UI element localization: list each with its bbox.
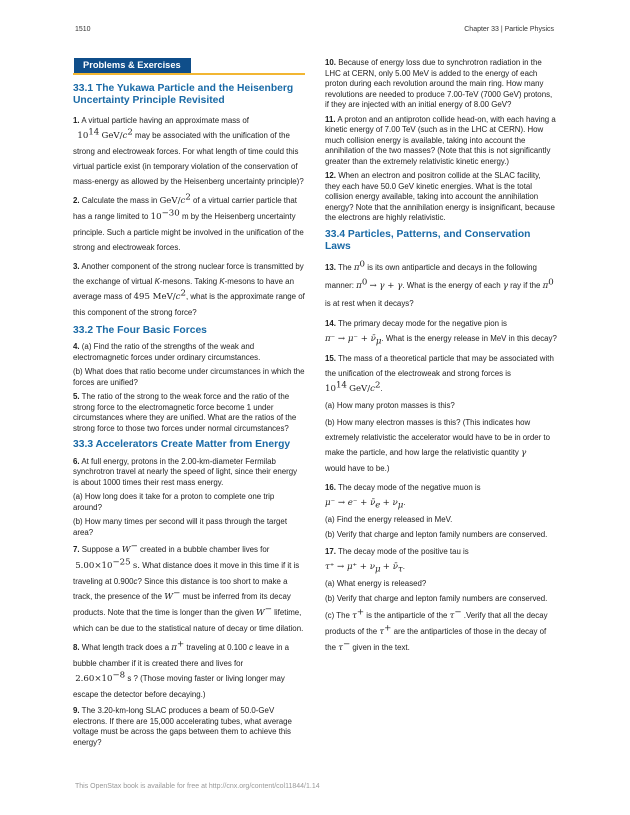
section-title-33-2: 33.2 The Four Basic Forces	[73, 324, 207, 336]
section-title-33-1: 33.1 The Yukawa Particle and the Heisenberg Uncertainty Principle Revisited	[73, 82, 294, 106]
problem-13: 13. The $\pi^0$ is its own antiparticle and decays in the following manner: $\pi^0 \to \gamma + \gamma$. What is the energy of each γ ray if the $\pi^0$ is at rest when it decays?	[325, 258, 554, 308]
problem-17: 17. The decay mode of the positive tau is $\tau^+ \to \mu^+ + \nu_\mu$ + $\nū_\tau$.	[325, 547, 469, 575]
section-banner	[73, 58, 305, 75]
problem-15: 15. The mass of a theoretical particle that may be associated with the unification of the electroweak and strong forces is $10^{14}$ GeV/$c^2$.	[325, 353, 554, 394]
problem-2: 2. Calculate the mass in GeV/$c^2$ of a virtual carrier particle that has a range limited to $10^{-30}$ m by the Heisenberg uncertainty principle. Such a particle might be involved in the unification of the strong and electroweak forces.	[73, 191, 304, 252]
problem-7: 7. Suppose a W− created in a bubble chamber lives for $5.00\times 10^{-25}$ s. What distance does it move in this time if it is traveling at 0.900c? Since this distance is too short to make a track, the presence of the W− must be inferred from its decay products. Note that the time is longer than the given W− lifetime, which can be due to the statistical nature of decay or time dilation.	[73, 541, 304, 633]
problem-6b: (b) How many times per second will it pass through the target area?	[73, 517, 288, 537]
section-title-33-4: 33.4 Particles, Patterns, and Conservation Laws	[325, 228, 531, 252]
problem-8: 8. What length track does a π+ traveling at 0.100 c leave in a bubble chamber if it is created there and lives for $2.60\times 10^{-8}$ s ? (Those moving faster or living longer may escape the detector before decaying.)	[73, 639, 290, 699]
problem-15b: (b) How many electron masses is this? (This indicates how extremely relativistic the accelerator would have to be in order to make the particle, and how large the relativistic quantity γ would have to be.)	[325, 418, 550, 473]
problem-14: 14. The primary decay mode for the negative pion is $\pi^- \to \mu^- + \nū_\mu$. What is the energy release in MeV in this decay?	[325, 318, 557, 347]
problem-15a: (a) How many proton masses is this?	[325, 400, 455, 410]
problem-10: 10. Because of energy loss due to synchrotron radiation in the LHC at CERN, only 5.00 MeV is added to the energy of each proton during each revolution around the main ring. How many revolutions are needed to produce 7.00-TeV (7000 GeV) protons, if they are injected with an initial energy of 8.00 GeV?	[325, 58, 553, 109]
page-number: 1510	[75, 26, 91, 33]
footer-note: This OpenStax book is available for free at http://cnx.org/content/col11844/1.14	[75, 783, 320, 790]
problem-9: 9. The 3.20-km-long SLAC produces a beam of 50.0-GeV electrons. If there are 15,000 accelerating tubes, what average voltage must be across the gaps between them to achieve this energy?	[73, 706, 292, 747]
left-column	[73, 58, 305, 752]
section-title-33-3: 33.3 Accelerators Create Matter from Energy	[73, 439, 291, 450]
problem-3: 3. Another component of the strong nuclear force is transmitted by the exchange of virtual K-mesons. Taking K-mesons to have an average mass of 495 MeV/$c^2$, what is the approximate range of this component of the strong force?	[73, 261, 305, 317]
problem-17b: (b) Verify that charge and lepton family numbers are conserved.	[325, 593, 548, 603]
problem-11: 11. A proton and an antiproton collide head-on, with each having a kinetic energy of 7.00 TeV (such as in the LHC at CERN). How much collision energy is available, taking into account the annihilation of the two masses? (Note that this is not significantly greater than the extremely relativistic kinetic energy.)	[325, 114, 556, 166]
right-column	[325, 58, 557, 660]
problem-17c: (c) The τ+ is the antiparticle of the τ− .Verify that all the decay products of the τ+ are the antiparticles of those in the decay of the τ− given in the text.	[325, 607, 548, 653]
problem-4b: (b) What does that ratio become under circumstances in which the forces are unified?	[73, 367, 305, 387]
problem-4a: 4. (a) Find the ratio of the strengths of the weak and electromagnetic forces under ordinary circumstances.	[73, 342, 261, 362]
problem-6: 6. At full energy, protons in the 2.00-km-diameter Fermilab synchrotron travel at nearly the speed of light, since their energy is about 1000 times their rest mass energy.	[73, 456, 298, 487]
problem-6a: (a) How long does it take for a proton to complete one trip around?	[73, 492, 275, 512]
problem-5: 5. The ratio of the strong to the weak force and the ratio of the strong force to the electromagnetic force become 1 under circumstances where they are unified. What are the ratios of the strong force to those two forces under normal circumstances?	[73, 392, 297, 433]
problem-17a: (a) What energy is released?	[325, 579, 427, 588]
problem-12: 12. When an electron and positron collide at the SLAC facility, they each have 50.0 GeV kinetic energies. What is the total collision energy available, taking into account the annihilation energy? Note that the annihilation energy is insignificant, because the electrons are highly relativistic.	[325, 171, 555, 222]
problem-16b: (b) Verify that charge and lepton family numbers are conserved.	[325, 529, 548, 539]
chapter-header: Chapter 33 | Particle Physics	[464, 26, 554, 33]
problem-16a: (a) Find the energy released in MeV.	[325, 515, 453, 524]
problem-1: 1. A virtual particle having an approximate mass of $10^{14}$ GeV/$c^2$ may be associated with the unification of the strong and electroweak forces. For what length of time could this virtual particle exist (in temporary violation of the conservation of mass-energy as allowed by the Heisenberg uncertainty principle)?	[73, 115, 304, 186]
banner-title: Problems & Exercises	[74, 58, 191, 73]
problem-16: 16. The decay mode of the negative muon is $\mu^- \to e^- + \nū_e + \nu_\mu$.	[325, 483, 481, 511]
